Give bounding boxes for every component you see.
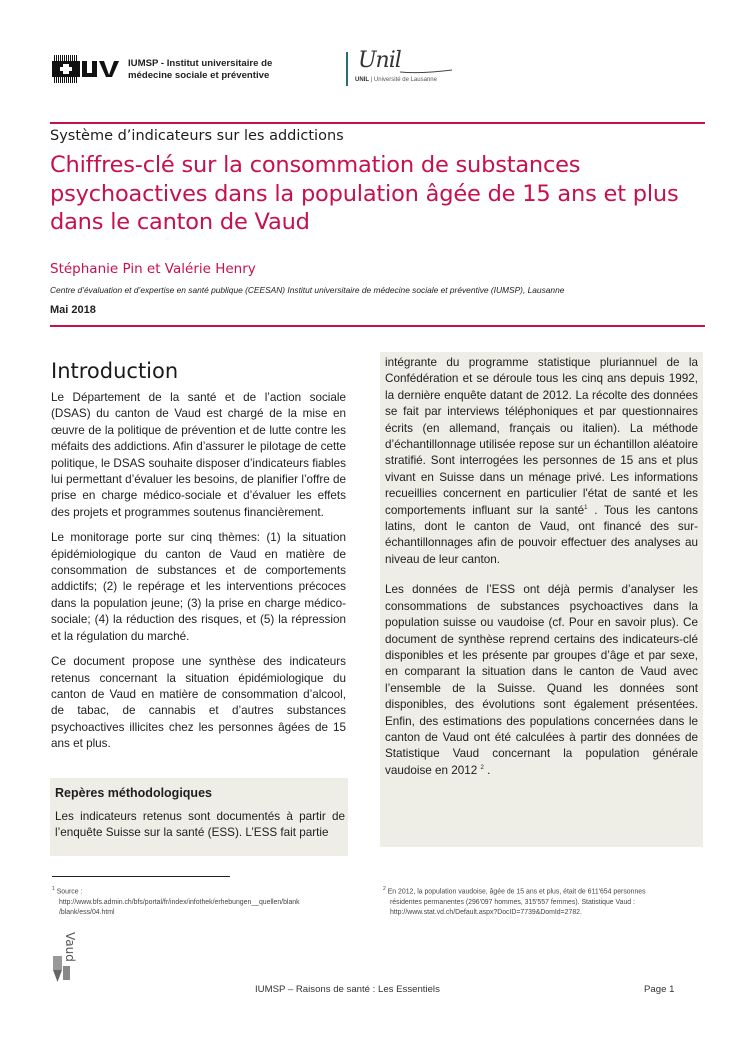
intro-paragraph-1: Le Département de la santé et de l’action sociale (DSAS) du canton de Vaud est chargé de la mise en œuvre de la politique de prévention et de lutte contre les méfaits des addictions. Afin d’assurer le pilotage de cette politique, le DSAS souhaite disposer d’indicateurs fiables lui permettant d’évaluer les besoins, de planifier l’offre de prise en charge médico-sociale et d’évaluer les effets des projets et programmes soutenus financièrement. [51, 391, 346, 519]
footer-publication: IUMSP – Raisons de santé : Les Essentiels [255, 984, 440, 995]
method-heading: Repères méthodologiques [55, 786, 212, 800]
publication-date: Mai 2018 [50, 304, 96, 316]
iumsp-line-2: médecine sociale et préventive [128, 70, 270, 81]
footnote-ref-2[interactable]: 2 [480, 764, 484, 771]
unil-logo-subtitle [355, 77, 437, 83]
unil-logo-swash [400, 66, 452, 74]
method-paragraph-1-text: intégrante du programme statistique pluriannuel de la Confédération et se déroule tous les cinq ans depuis 1992, la dernière enquête datant de 2012. La récolte des données se fait par interviews téléphoniques et par questionnaires écrits (en allemand, français ou italien). La méthode d’échantillonnage utilisée repose sur un échantillon aléatoire stratifié. Sont interrogées les personnes de 15 ans et plus vivant en Suisse dans un ménage privé. Les informations recueillies concernent en particulier l'état de santé et les comportements influant sur la santé [385, 356, 698, 517]
iumsp-line-1: IUMSP - Institut universitaire de [128, 58, 273, 69]
footnote-2-text: En 2012, la population vaudoise, âgée de 15 ans et plus, était de 611'654 personnes [385, 888, 646, 896]
document-title: Chiffres-clé sur la consommation de substances psychoactives dans la population âgée de 15 ans et plus dans le canton de Vaud [50, 152, 679, 235]
authors: Stéphanie Pin et Valérie Henry [50, 261, 256, 277]
method-text-start: Les indicateurs retenus sont documentés à partir de l’enquête Suisse sur la santé (ESS). L’ESS fait partie [55, 810, 345, 840]
svg-text:Vaud: Vaud [63, 932, 77, 962]
affiliation: Centre d’évaluation et d’expertise en santé publique (CEESAN) Institut universitaire de médecine sociale et préventive (IUMSP), Lausanne [50, 285, 565, 295]
intro-paragraph-2: Le monitorage porte sur cinq thèmes: (1) la situation épidémiologique du canton de Vaud en matière de consommation de substances et de comportements addictifs; (2) le repérage et les interventions précoces dans la population jeune; (3) la prise en charge médico-sociale; (4) la réduction des risques, et (5) la répression et la régulation du marché. [51, 531, 346, 643]
unil-abbrev: UNIL [355, 77, 369, 83]
unil-logo-script: Unil [358, 48, 401, 73]
footnote-ref-1[interactable]: 1 [584, 504, 588, 511]
intro-paragraph-3: Ce document propose une synthèse des indicateurs retenus concernant la situation épidémiologique du canton de Vaud en matière de consommation d’alcool, de tabac, de cannabis et d’autres substances psychoactives illicites chez les personnes âgées de 15 ans et plus. [51, 655, 346, 751]
footnote-1-link[interactable]: http://www.bfs.admin.ch/bfs/portal/fr/index/infothek/erhebungen__quellen/blank /blank/ess/04.html [59, 898, 300, 917]
introduction-heading: Introduction [51, 359, 179, 383]
footnote-separator [52, 876, 230, 877]
page-number: Page 1 [644, 984, 675, 995]
series-title: Système d’indicateurs sur les addictions [50, 128, 344, 144]
footnote-2-continued[interactable]: résidentes permanentes (296'097 hommes, 315'557 femmes). Statistique Vaud : http://www.stat.vd.ch/Default.aspx?DocID=7739&DomId=2782. [390, 898, 635, 917]
footnote-1 [52, 884, 352, 919]
method-paragraph-1-tail: . Tous les cantons latins, dont le canton de Vaud, ont financé des sur-échantillonnages afin de pouvoir effectuer des analyses au niveau de leur canton. [385, 503, 698, 566]
method-paragraph-1 [385, 355, 698, 568]
chuv-logo [52, 55, 120, 83]
unil-fullname: | Université de Lausanne [369, 77, 437, 83]
footnote-2-mark: 2 [383, 886, 386, 892]
footnote-1-mark: 1 [52, 886, 55, 892]
footnote-1-label: Source : [54, 888, 83, 896]
footnote-2 [383, 884, 708, 919]
top-rule [50, 122, 705, 124]
method-paragraph-2-text: Les données de l’ESS ont déjà permis d’analyser les consommations de substances psychoactives dans la population suisse ou vaudoise (cf. Pour en savoir plus). Ce document de synthèse reprend certains des indicateurs-clé disponibles et les présente par groupes d’âge et par sexe, en comparant la situation dans le canton de Vaud avec l’ensemble de la Suisse. Quand les données sont disponibles, des évolutions sont également présentées. Enfin, des estimations des populations concernées dans le canton de Vaud ont été calculées à partir des données de Statistique Vaud concernant la population générale vaudoise en 2012 [385, 583, 698, 777]
right-column [385, 355, 698, 788]
left-column [51, 358, 346, 762]
iumsp-institution-name [128, 58, 272, 82]
method-paragraph-2 [385, 582, 698, 779]
method-paragraph-2-tail: . [483, 763, 491, 777]
canton-vaud-logo [50, 930, 77, 986]
unil-divider [346, 52, 348, 86]
bottom-rule [50, 325, 705, 327]
